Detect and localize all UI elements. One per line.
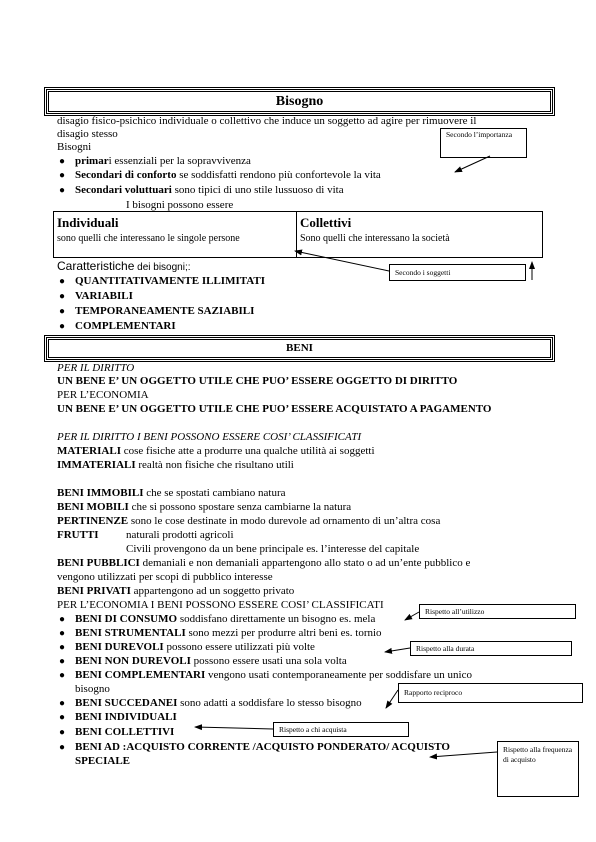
bullet-icon: ●	[59, 698, 66, 709]
bisogni-heading: Bisogni	[57, 141, 92, 153]
beni-list-item: BENI DI CONSUMO soddisfano direttamente un bisogno es. mela	[75, 613, 376, 625]
frutti-line: FRUTTI	[57, 529, 99, 541]
bisogno-definition-2: disagio stesso	[57, 128, 118, 140]
note-durata: Rispetto alla durata	[410, 641, 572, 656]
list-item: Secondari di conforto se soddisfatti rendono più confortevole la vita	[75, 169, 381, 181]
arrow-reciproco	[386, 690, 398, 708]
bullet-icon: ●	[59, 291, 66, 302]
beni-list-item: BENI STRUMENTALI sono mezzi per produrre altri beni es. tornio	[75, 627, 382, 639]
individuali-desc: sono quelli che interessano le singole persone	[57, 233, 240, 244]
beni-list-item: BENI SUCCEDANEI sono adatti a soddisfare lo stesso bisogno	[75, 697, 362, 709]
caratteristiche-heading: Caratteristiche dei bisogni;:	[57, 259, 191, 273]
immateriali-line: IMMATERIALI realtà non fisiche che risultano utili	[57, 459, 294, 471]
diritto-classificazione: PER IL DIRITTO I BENI POSSONO ESSERE COSI’ CLASSIFICATI	[57, 431, 362, 443]
pertinenze-line: PERTINENZE sono le cose destinate in modo durevole ad ornamento di un’altra cosa	[57, 515, 441, 527]
materiali-line: MATERIALI cose fisiche atte a produrre una qualche utilità ai soggetti	[57, 445, 375, 457]
beni-list-item: BENI INDIVIDUALI	[75, 711, 177, 723]
arrow-soggetti-left	[295, 251, 389, 271]
caratteristica-item: QUANTITATIVAMENTE ILLIMITATI	[75, 275, 265, 287]
bullet-icon: ●	[59, 276, 66, 287]
beni-list-item: BENI DUREVOLI possono essere utilizzati più volte	[75, 641, 315, 653]
economia-definition: UN BENE E’ UN OGGETTO UTILE CHE PUO’ ESSERE ACQUISTATO A PAGAMENTO	[57, 403, 492, 415]
bisogno-title: Bisogno	[275, 94, 324, 109]
bullet-icon: ●	[59, 156, 66, 167]
collettivi-desc: Sono quelli che interessano la società	[300, 233, 450, 244]
beni-list-item-continued: SPECIALE	[75, 755, 131, 767]
arrow-importanza	[455, 156, 490, 172]
collettivi-title: Collettivi	[300, 215, 352, 230]
bullet-icon: ●	[59, 712, 66, 723]
bullet-icon: ●	[59, 185, 66, 196]
bullet-icon: ●	[59, 656, 66, 667]
bullet-icon: ●	[59, 321, 66, 332]
bullet-icon: ●	[59, 670, 66, 681]
privati-line: BENI PRIVATI appartengono ad un soggetto privato	[57, 585, 295, 597]
pubblici-line-2: vengono utilizzati per scopi di pubblico interesse	[57, 571, 273, 583]
individuali-title: Individuali	[57, 215, 119, 230]
note-importanza: Secondo l’importanza	[440, 128, 527, 158]
bullet-icon: ●	[59, 306, 66, 317]
caratteristica-item: TEMPORANEAMENTE SAZIABILI	[75, 305, 255, 317]
beni-title: BENI	[286, 342, 313, 354]
diritto-label: PER IL DIRITTO	[57, 362, 135, 374]
list-item: primari essenziali per la sopravvivenza	[75, 155, 251, 167]
arrow-frequenza	[430, 752, 497, 757]
beni-list-item: BENI NON DUREVOLI possono essere usati una sola volta	[75, 655, 347, 667]
list-item: Secondari voluttuari sono tipici di uno stile lussuoso di vita	[75, 184, 344, 196]
bullet-icon: ●	[59, 170, 66, 181]
beni-list-item: BENI COLLETTIVI	[75, 726, 175, 738]
bullet-icon: ●	[59, 614, 66, 625]
beni-list-item: BENI AD :ACQUISTO CORRENTE /ACQUISTO PONDERATO/ ACQUISTO	[75, 741, 450, 753]
diritto-definition: UN BENE E’ UN OGGETTO UTILE CHE PUO’ ESSERE OGGETTO DI DIRITTO	[57, 375, 458, 387]
immobili-line: BENI IMMOBILI che se spostati cambiano natura	[57, 487, 286, 499]
pubblici-line: BENI PUBBLICI demaniali e non demaniali appartengono allo stato o ad un’ente pubblico e	[57, 557, 471, 569]
frutti-civili: Civili provengono da un bene principale es. l’interesse del capitale	[126, 543, 420, 555]
arrow-durata	[385, 648, 410, 652]
beni-list-item-continued: bisogno	[75, 683, 110, 695]
note-frequenza: Rispetto alla frequenza di acquisto	[497, 741, 579, 797]
frutti-naturali: naturali prodotti agricoli	[126, 529, 234, 541]
bisogno-definition-1: disagio fisico-psichico individuale o collettivo che induce un soggetto ad agire per rimuovere il	[57, 115, 477, 127]
caratteristica-item: COMPLEMENTARI	[75, 320, 176, 332]
bullet-icon: ●	[59, 628, 66, 639]
arrow-acquista	[195, 727, 273, 729]
note-utilizzo: Rispetto all’utilizzo	[419, 604, 576, 619]
caratteristica-item: VARIABILI	[75, 290, 133, 302]
economia-label: PER L’ECONOMIA	[57, 389, 149, 401]
bisogni-possono: I bisogni possono essere	[126, 199, 234, 211]
note-soggetti: Secondo i soggetti	[389, 264, 526, 281]
bullet-icon: ●	[59, 727, 66, 738]
note-reciproco: Rapporto reciproco	[398, 683, 583, 703]
arrow-utilizzo	[405, 612, 419, 620]
economia-classificazione: PER L’ECONOMIA I BENI POSSONO ESSERE COSI’ CLASSIFICATI	[57, 599, 384, 611]
bullet-icon: ●	[59, 742, 66, 753]
bullet-icon: ●	[59, 642, 66, 653]
beni-list-item: BENI COMPLEMENTARI vengono usati contemporaneamente per soddisfare un unico	[75, 669, 472, 681]
note-acquista: Rispetto a chi acquista	[273, 722, 409, 737]
mobili-line: BENI MOBILI che si possono spostare senza cambiarne la natura	[57, 501, 352, 513]
